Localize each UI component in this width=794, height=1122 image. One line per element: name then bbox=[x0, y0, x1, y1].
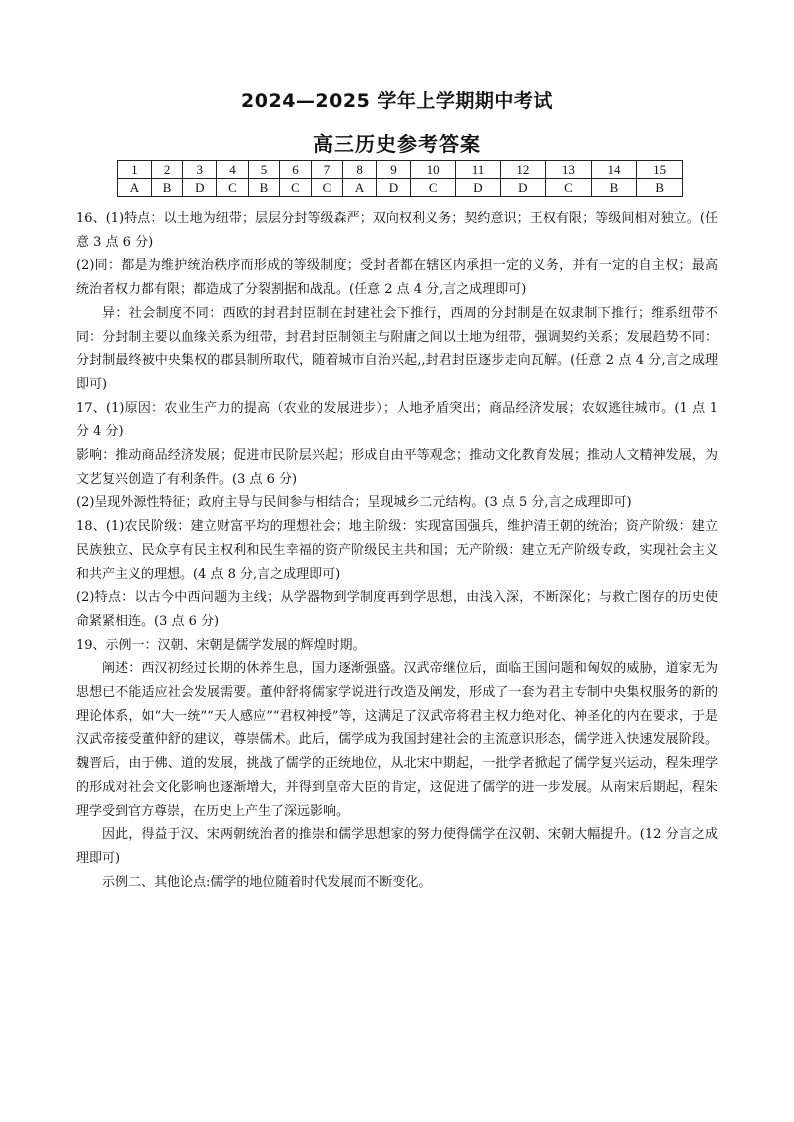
answer-key-subtitle: 高三历史参考答案 bbox=[313, 132, 481, 156]
answer-letter: D bbox=[183, 179, 217, 197]
answer-letter: D bbox=[500, 179, 546, 197]
answer-letter: B bbox=[248, 179, 280, 197]
answer-paragraph: (2)呈现外源性特征；政府主导与民间参与相结合；呈现城乡二元结构。(3 点 5 分,言之成理即可) bbox=[76, 495, 632, 511]
answer-paragraph: 影响：推动商品经济发展；促进市民阶层兴起；形成自由平等观念；推动文化教育发展；推动人文精神发展，为文艺复兴创造了有利条件。(3 点 6 分) bbox=[76, 448, 718, 487]
answer-paragraph: 阐述：西汉初经过长期的休养生息，国力逐渐强盛。汉武帝继位后，面临王国问题和匈奴的威胁，道家无为思想已不能适应社会发展需要。董仲舒将儒家学说进行改造及阐发，形成了一套为君主专制中央集权服务的新的理论体系，如“大一统”“天人感应”“君权神授”等，这满足了汉武帝将君主权力绝对化、神圣化的内在要求，于是汉武帝接受董仲舒的建议，尊崇儒术。此后，儒学成为我国封建社会的主流意识形态，儒学进入快速发展阶段。魏晋后，由于佛、道的发展，挑战了儒学的正统地位，从北宋中期起，一批学者掀起了儒学复兴运动，程朱理学的形成对社会文化影响也逐渐增大，并得到皇帝大臣的肯定，这促进了儒学的进一步发展。从南宋后期起，程朱理学受到官方尊崇，在历史上产生了深远影响。 bbox=[76, 661, 718, 819]
question-number: 2 bbox=[151, 161, 183, 179]
question-number: 10 bbox=[410, 161, 456, 179]
answer-paragraph: 异：社会制度不同：西欧的封君封臣制在封建社会下推行，西周的分封制是在奴隶制下推行；维系纽带不同：分封制主要以血缘关系为纽带，封君封臣制领主与附庸之间以土地为纽带，强调契约关系；发展趋势不同：分封制最终被中央集权的郡县制所取代，随着城市自治兴起,,封君封臣逐步走向瓦解。(任意 2 点 4 分,言之成理即可) bbox=[76, 305, 718, 392]
answer-body bbox=[76, 207, 718, 894]
answer-letter: D bbox=[377, 179, 411, 197]
question-number: 13 bbox=[546, 161, 592, 179]
answer-letter: A bbox=[343, 179, 377, 197]
question-number: 1 bbox=[118, 161, 152, 179]
answer-paragraph: 17、(1)原因：农业生产力的提高（农业的发展进步）；人地矛盾突出；商品经济发展；农奴逃往城市。(1 点 1 分 4 分) bbox=[76, 400, 718, 440]
question-number: 6 bbox=[280, 161, 312, 179]
question-number: 5 bbox=[248, 161, 280, 179]
answer-paragraph: 因此，得益于汉、宋两朝统治者的推崇和儒学思想家的努力使得儒学在汉朝、宋朝大幅提升。(12 分言之成理即可) bbox=[76, 827, 718, 866]
question-number: 7 bbox=[311, 161, 343, 179]
question-number: 15 bbox=[637, 161, 683, 179]
question-number: 11 bbox=[456, 161, 500, 179]
answer-letter: C bbox=[546, 179, 592, 197]
answer-letter: C bbox=[217, 179, 249, 197]
question-number: 3 bbox=[183, 161, 217, 179]
multiple-choice-answer-table bbox=[117, 160, 683, 197]
answer-letter: A bbox=[118, 179, 152, 197]
answer-letter: B bbox=[637, 179, 683, 197]
question-number: 14 bbox=[591, 161, 637, 179]
answer-paragraph: 19、示例一：汉朝、宋朝是儒学发展的辉煌时期。 bbox=[76, 637, 366, 653]
answer-paragraph: (2)特点：以古今中西问题为主线；从学器物到学制度再到学思想，由浅入深，不断深化；与救亡图存的历史使命紧紧相连。(3 点 6 分) bbox=[76, 590, 718, 629]
answer-paragraph: 18、(1)农民阶级：建立财富平均的理想社会；地主阶级：实现富国强兵，维护清王朝的统治；资产阶级：建立民族独立、民众享有民主权利和民生幸福的资产阶级民主共和国；无产阶级：建立无产阶级专政，实现社会主义和共产主义的理想。(4 点 8 分,言之成理即可) bbox=[76, 519, 718, 582]
answer-paragraph: (2)同：都是为维护统治秩序而形成的等级制度；受封者都在辖区内承担一定的义务，并有一定的自主权；最高统治者权力都有限；都造成了分裂割据和战乱。(任意 2 点 4 分,言之成理即可) bbox=[76, 258, 718, 298]
answer-letter: B bbox=[151, 179, 183, 197]
answer-letter: B bbox=[591, 179, 637, 197]
answer-letter: C bbox=[280, 179, 312, 197]
question-number: 12 bbox=[500, 161, 546, 179]
question-number: 8 bbox=[343, 161, 377, 179]
question-number: 9 bbox=[377, 161, 411, 179]
answer-letter: C bbox=[410, 179, 456, 197]
question-number-row bbox=[118, 161, 683, 179]
answer-paragraph: 示例二、其他论点:儒学的地位随着时代发展而不断变化。 bbox=[102, 874, 432, 890]
exam-title: 2024—2025 学年上学期期中考试 bbox=[241, 90, 553, 112]
answer-letter-row bbox=[118, 179, 683, 197]
answer-paragraph: 16、(1)特点：以土地为纽带；层层分封等级森严；双向权利义务；契约意识；王权有限；等级间相对独立。(任意 3 点 6 分) bbox=[76, 211, 718, 250]
answer-letter: C bbox=[311, 179, 343, 197]
answer-letter: D bbox=[456, 179, 500, 197]
question-number: 4 bbox=[217, 161, 249, 179]
